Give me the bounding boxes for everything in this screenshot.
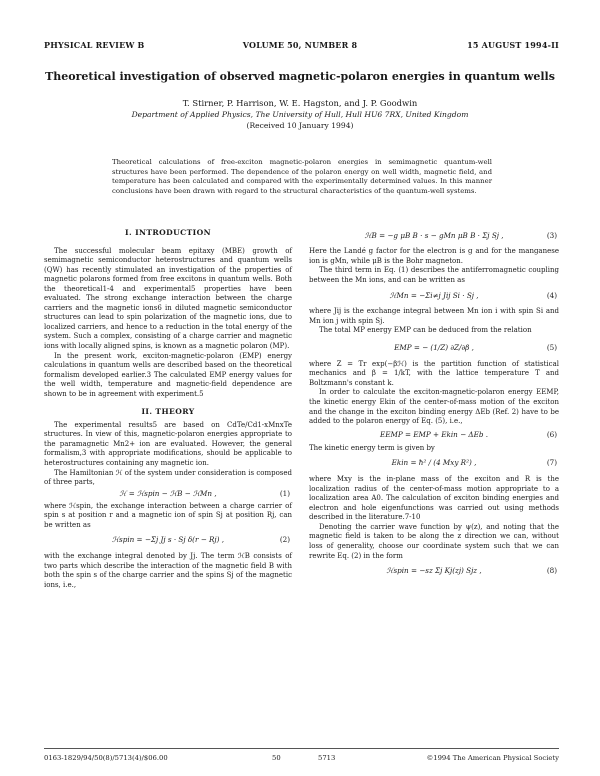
- abstract: Theoretical calculations of free-exciton magnetic-polaron energies in semimagnetic quantum-well structures have been performed. The dependence of the polaron energy on well width, magnetic field, and temperature has been calculated and compared with the experimentally determined values. In this manner conclusions have been drawn with regard to the structural characteristics of the quantum-well systems.: [112, 158, 492, 196]
- equation-number: (8): [546, 566, 557, 576]
- equation-number: (2): [279, 535, 290, 545]
- equation-2: [44, 530, 292, 552]
- equation-4: [309, 285, 559, 307]
- paragraph: The experimental results5 are based on CdTe/Cd1-xMnxTe structures. In view of this, magnetic-polaron energies appropriate to the paramagnetic Mn2+ ion are evaluated. However, the general formalism,3 with appropriate modifications, should be applicable to heterostructures containing any magnetic ion.: [44, 420, 292, 468]
- paragraph: where ℋspin, the exchange interaction between a charge carrier of spin s at position r and a magnetic ion of spin Sj at position Rj, can be written as: [44, 501, 292, 529]
- paragraph: The kinetic energy term is given by: [309, 443, 435, 452]
- right-column: [309, 230, 559, 581]
- received-date: (Received 10 January 1994): [246, 121, 354, 130]
- paragraph: The Hamiltonian ℋ of the system under consideration is composed of three parts,: [44, 468, 293, 487]
- paragraph: The total MP energy EMP can be deduced from the relation: [319, 326, 532, 335]
- equation-body: ℋ = ℋspin − ℋB − ℋMn ,: [119, 488, 217, 498]
- paragraph: In order to calculate the exciton-magnetic-polaron energy EEMP, the kinetic energy Ekin of the center-of-mass motion of the exciton and the change in the exciton binding energy ΔEb (Ref. 2) have to be added to the polaron energy of Eq. (5), i.e.,: [309, 388, 559, 426]
- paragraph: The successful molecular beam epitaxy (MBE) growth of semimagnetic semiconductor heterostructures and quantum wells (QW) has recently stimulated an investigation of the properties of magnetic polarons formed from free excitons in quantum wells. Both the theoretical1-4 and experimental5 properties have been evaluated. The strong exchange interaction between the charge carriers and the magnetic ions6 in diluted magnetic semiconductor structures can lead to spin polarization of the magnetic ions, due to localized carriers, and hence to a reduction in the total energy of the system. Such a complex, consisting of a charge carrier and magnetic ions with locally aligned spins, is known as a magnetic polaron (MP).: [44, 246, 292, 351]
- equation-number: (6): [546, 429, 557, 439]
- equation-body: EMP = − (1/Z) ∂Z/∂β ,: [394, 342, 474, 352]
- volume-info: VOLUME 50, NUMBER 8: [242, 40, 358, 50]
- article-code: 0163-1829/94/50(8)/5713(4)/$06.00: [44, 754, 168, 762]
- issue-date: 15 AUGUST 1994-II: [467, 40, 559, 50]
- paragraph: In the present work, exciton-magnetic-polaron (EMP) energy calculations in quantum wells are described based on the theoretical formalism developed earlier.3 The calculated EMP energy values for the well width, temperature and magnetic-field dependence are shown to be in agreement with experiment.5: [44, 351, 292, 398]
- paragraph: where Z = Tr exp(−βℋ) is the partition function of statistical mechanics and β = 1/kT, with the lattice temperature T and Boltzmann's constant k.: [309, 359, 559, 387]
- equation-1: [44, 488, 292, 502]
- left-column: [44, 228, 292, 591]
- paper-title: Theoretical investigation of observed magnetic-polaron energies in quantum wells: [45, 70, 555, 83]
- equation-number: (1): [279, 488, 290, 498]
- equation-7: [309, 453, 559, 475]
- equation-8: [309, 561, 559, 581]
- equation-body: ℋMn = −Σi≠j Jij Si · Sj ,: [389, 291, 479, 301]
- paragraph: The third term in Eq. (1) describes the antiferromagnetic coupling between the Mn ions, and can be written as: [309, 266, 559, 284]
- section-heading-introduction: I. INTRODUCTION: [125, 228, 211, 237]
- affiliation: Department of Applied Physics, The University of Hull, Hull HU6 7RX, United Kingdom: [131, 110, 469, 119]
- paragraph: where Jij is the exchange integral between Mn ion i with spin Si and Mn ion j with spin Sj.: [309, 307, 559, 325]
- equation-body: ℋB = −g μB B · s − gMn μB B · Σj Sj ,: [364, 231, 504, 240]
- volume-number: 50: [272, 754, 281, 762]
- equation-5: [309, 336, 559, 360]
- equation-body: EEMP = EMP + Ekin − ΔEb .: [379, 429, 489, 439]
- paragraph: Denoting the carrier wave function by ψ(z), and noting that the magnetic field is taken to be along the z direction we can, without loss of generality, choose our coordinate system such that we can rewrite Eq. (2) in the form: [309, 522, 559, 560]
- equation-number: (5): [546, 342, 557, 352]
- paragraph: Here the Landé g factor for the electron is g and for the manganese ion is gMn, while μB is the Bohr magneton.: [309, 247, 559, 265]
- equation-3: [309, 230, 559, 247]
- journal-name: PHYSICAL REVIEW B: [44, 40, 145, 50]
- paragraph: with the exchange integral denoted by Jj. The term ℋB consists of two parts which describe the interaction of the magnetic field B with both the spin s of the charge carrier and the spins Sj of the magnetic ions, i.e.,: [44, 552, 292, 589]
- equation-6: [309, 427, 559, 444]
- equation-body: ℋspin = −Σj Jj s · Sj δ(r − Rj) ,: [111, 535, 225, 545]
- equation-number: (4): [546, 291, 557, 301]
- author-list: T. Stirner, P. Harrison, W. E. Hagston, and J. P. Goodwin: [182, 98, 418, 108]
- equation-number: (7): [546, 458, 557, 468]
- equation-body: Ekin = ħ² / (4 Mxy R²) ,: [391, 458, 477, 468]
- equation-body: ℋspin = −sz Σj Kj(zj) Sjz ,: [386, 566, 482, 576]
- footer-rule: [44, 748, 559, 749]
- section-heading-theory: II. THEORY: [141, 407, 195, 417]
- paragraph: where Mxy is the in-plane mass of the exciton and R is the localization radius of the center-of-mass motion appropriate to a localization area A0. The calculation of exciton binding energies and electron and hole eigenfunctions was carried out using methods described in the literature.7-10: [309, 475, 559, 522]
- copyright-notice: ©1994 The American Physical Society: [426, 754, 559, 762]
- page-number: 5713: [318, 754, 336, 762]
- equation-number: (3): [546, 231, 557, 240]
